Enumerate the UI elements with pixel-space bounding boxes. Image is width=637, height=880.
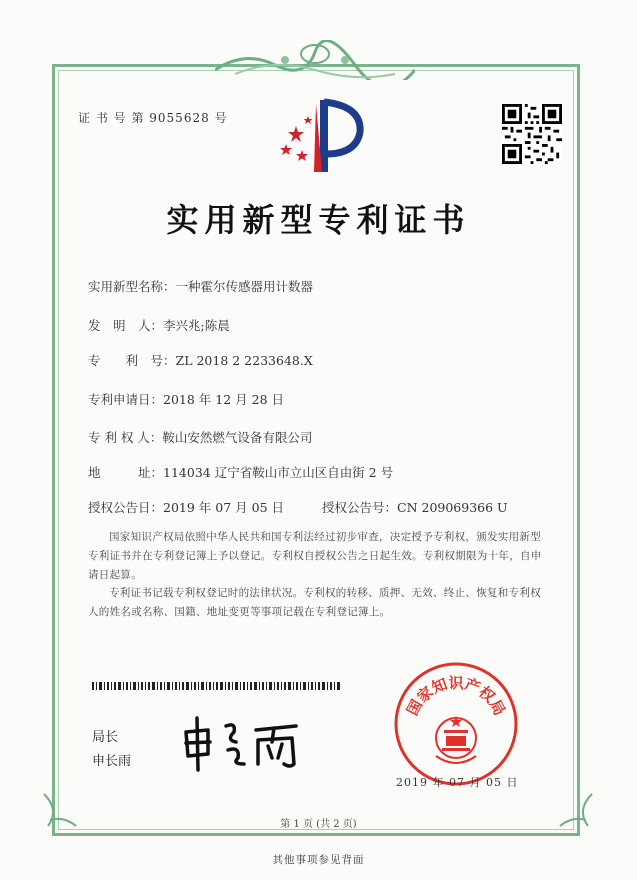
field-grant-date-label: 授权公告日： (88, 500, 164, 515)
cnipa-logo (276, 96, 366, 178)
field-grant-date (88, 498, 284, 516)
director-title: 局长 (92, 730, 119, 745)
field-grant-number (322, 498, 508, 516)
certificate-number-value: 9055628 (149, 111, 210, 125)
certificate-title: 实用新型专利证书 (166, 201, 471, 239)
official-seal (392, 660, 520, 788)
field-name-label: 实用新型名称： (88, 279, 176, 294)
field-patentee-value: 鞍山安然燃气设备有限公司 (162, 430, 313, 445)
field-grant-number-label: 授权公告号： (322, 500, 398, 515)
page-number: 第 1 页 (共 2 页) (280, 819, 357, 830)
field-patent-number-label: 专 利 号： (88, 353, 176, 368)
barcode (92, 682, 342, 690)
back-note: 其他事项参见背面 (272, 854, 365, 866)
field-patent-number-value: ZL 2018 2 2233648.X (175, 353, 313, 368)
field-address (88, 463, 393, 481)
top-ornament (215, 40, 415, 80)
field-inventor-value: 李兴兆;陈晨 (163, 318, 230, 333)
field-name (88, 277, 313, 295)
handwritten-signature (178, 712, 328, 772)
seal-text: 国家知识产权局 (403, 674, 509, 719)
field-patentee-label: 专 利 权 人： (88, 430, 163, 445)
certificate-number-label: 证 书 号 第 (78, 111, 145, 125)
field-filing-date-value: 2018 年 12 月 28 日 (163, 392, 285, 407)
field-grant-date-value: 2019 年 07 月 05 日 (163, 500, 285, 515)
field-filing-date-label: 专利申请日： (88, 392, 164, 407)
director-name: 申长雨 (92, 754, 132, 769)
field-inventor-label: 发 明 人： (88, 318, 164, 333)
field-grant-number-value: CN 209069366 U (397, 500, 508, 515)
field-filing-date (88, 390, 284, 408)
field-name-value: 一种霍尔传感器用计数器 (175, 279, 314, 294)
field-inventor (88, 316, 230, 334)
qr-code (502, 104, 562, 164)
svg-text:国家知识产权局 (403, 674, 509, 719)
seal-date: 2019 年 07 月 05 日 (396, 776, 519, 789)
field-address-label: 地 址： (88, 465, 164, 480)
certificate-number (78, 109, 228, 126)
field-patent-number (88, 351, 313, 369)
field-patentee (88, 428, 312, 446)
paragraph-grant-statement: 国家知识产权局依照中华人民共和国专利法经过初步审查，决定授予专利权，颁发实用新型专利证书并在专利登记簿上予以登记。专利权自授权公告之日起生效。专利权期限为十年，自申请日起算。 (88, 531, 542, 581)
paragraph-legal-status: 专利证书记载专利权登记时的法律状况。专利权的转移、质押、无效、终止、恢复和专利权人的姓名或名称、国籍、地址变更等事项记载在专利登记簿上。 (88, 587, 541, 618)
certificate-number-suffix: 号 (214, 111, 228, 125)
field-address-value: 114034 辽宁省鞍山市立山区自由街 2 号 (163, 465, 394, 480)
